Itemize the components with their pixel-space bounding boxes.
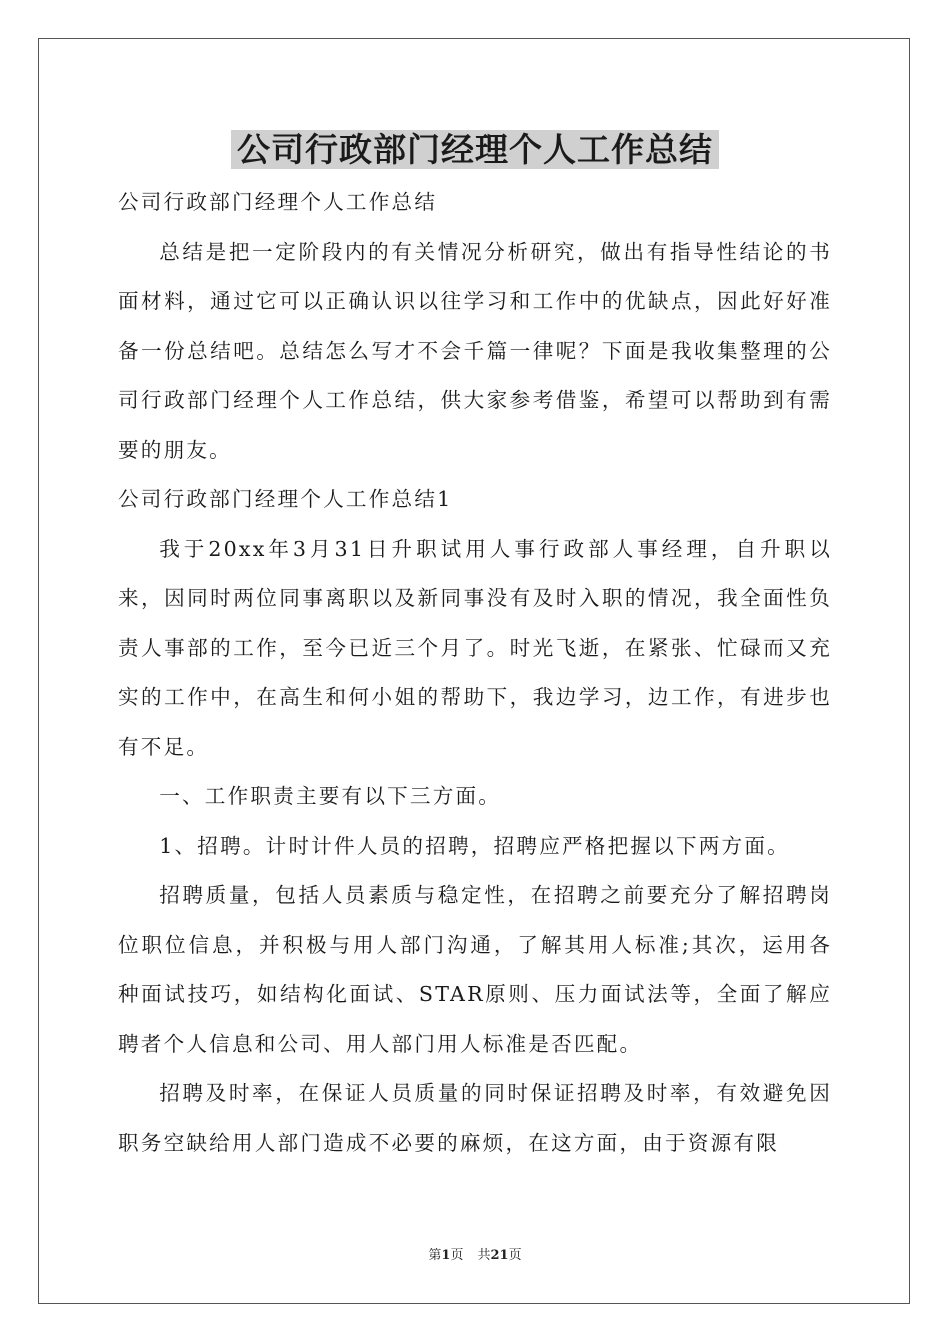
page-footer <box>0 1246 950 1266</box>
document-body <box>118 178 832 1168</box>
paragraph-recruitment: 1、招聘。计时计件人员的招聘，招聘应严格把握以下两方面。 <box>159 833 790 858</box>
total-prefix: 共 <box>477 1248 491 1263</box>
paragraph-recruitment-timeliness: 招聘及时率，在保证人员质量的同时保证招聘及时率，有效避免因职务空缺给用人部门造成不必要的麻烦，在这方面，由于资源有限 <box>118 1081 832 1155</box>
document-title-text: 公司行政部门经理个人工作总结 <box>231 130 719 169</box>
paragraph-background: 我于20xx年3月31日升职试用人事行政部人事经理，自升职以来，因同时两位同事离职以及新同事没有及时入职的情况，我全面性负责人事部的工作，至今已近三个月了。时光飞逝，在紧张、忙碌而又充实的工作中，在高生和何小姐的帮助下，我边学习，边工作，有进步也有不足。 <box>118 536 832 759</box>
total-suffix: 页 <box>508 1248 522 1263</box>
document-title <box>0 124 950 176</box>
page-number-total: 21 <box>490 1248 509 1263</box>
page-suffix: 页 <box>450 1248 464 1263</box>
paragraph-subtitle: 公司行政部门经理个人工作总结 <box>118 190 438 214</box>
paragraph-intro: 总结是把一定阶段内的有关情况分析研究，做出有指导性结论的书面材料，通过它可以正确认识以往学习和工作中的优缺点，因此好好准备一份总结吧。总结怎么写才不会千篇一律呢？下面是我收集整理的公司行政部门经理个人工作总结，供大家参考借鉴，希望可以帮助到有需要的朋友。 <box>118 239 832 462</box>
paragraph-duties-heading: 一、工作职责主要有以下三方面。 <box>159 784 502 808</box>
paragraph-recruitment-quality: 招聘质量，包括人员素质与稳定性，在招聘之前要充分了解招聘岗位职位信息，并积极与用人部门沟通，了解其用人标准;其次，运用各种面试技巧，如结构化面试、STAR原则、压力面试法等，全面了解应聘者个人信息和公司、用人部门用人标准是否匹配。 <box>118 883 832 1056</box>
page-number-current: 1 <box>441 1248 451 1263</box>
paragraph-section-heading: 公司行政部门经理个人工作总结1 <box>118 487 453 511</box>
page-prefix: 第 <box>428 1248 442 1263</box>
